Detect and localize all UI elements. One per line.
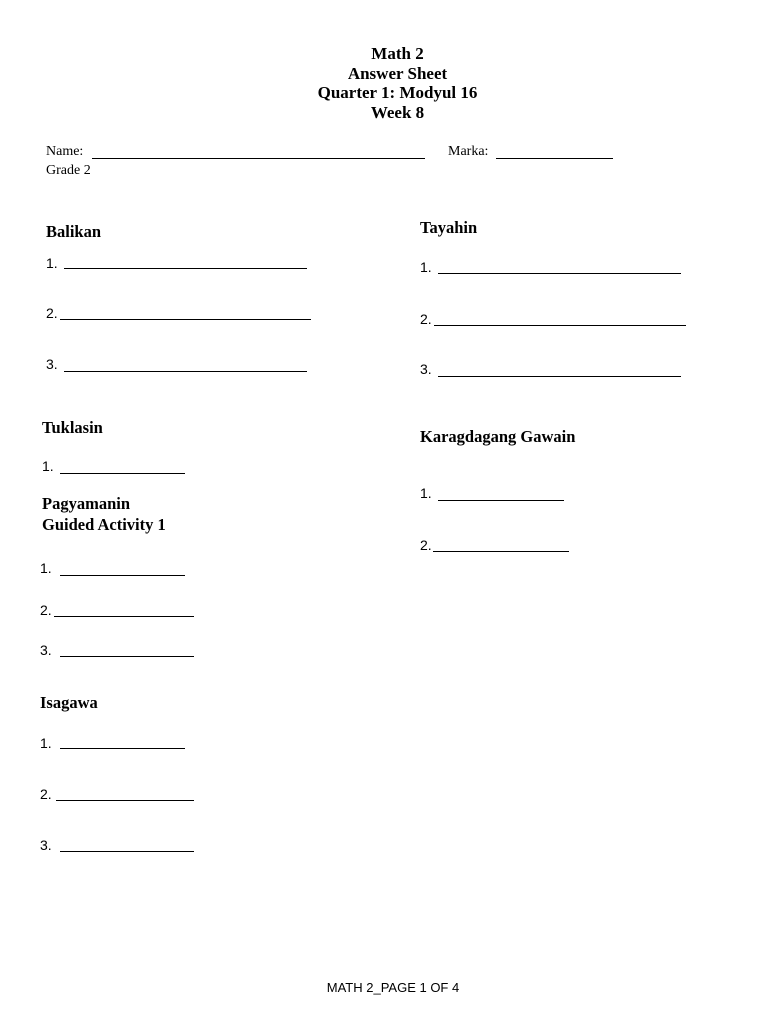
isagawa-answer-line bbox=[60, 851, 194, 852]
tuklasin-item-number: 1. bbox=[42, 458, 54, 474]
balikan-item-number: 1. bbox=[46, 255, 58, 271]
isagawa-item-number: 1. bbox=[40, 735, 52, 751]
balikan-answer-line bbox=[64, 268, 307, 269]
balikan-item-number: 2. bbox=[46, 305, 58, 321]
subject-title: Math 2 bbox=[371, 44, 424, 63]
guided-activity-heading: Guided Activity 1 bbox=[42, 515, 166, 534]
marka-line bbox=[496, 158, 613, 159]
pagyamanin-answer-line bbox=[54, 616, 194, 617]
tayahin-answer-line bbox=[438, 376, 681, 377]
balikan-answer-line bbox=[64, 371, 307, 372]
week-label: Week 8 bbox=[370, 102, 425, 122]
karagdagang-item-number: 2. bbox=[420, 537, 432, 553]
isagawa-heading: Isagawa bbox=[40, 693, 98, 712]
pagyamanin-heading: Pagyamanin bbox=[42, 494, 131, 513]
marka-label: Marka: bbox=[448, 144, 489, 159]
karagdagang-gawain-heading: Karagdagang Gawain bbox=[420, 427, 576, 446]
karagdagang-answer-line bbox=[438, 500, 564, 501]
tayahin-heading: Tayahin bbox=[420, 218, 478, 237]
tayahin-item-number: 3. bbox=[420, 361, 432, 377]
isagawa-answer-line bbox=[60, 748, 185, 749]
karagdagang-answer-line bbox=[433, 551, 569, 552]
tayahin-item-number: 2. bbox=[420, 311, 432, 327]
tayahin-item-number: 1. bbox=[420, 259, 432, 275]
pagyamanin-answer-line bbox=[60, 575, 185, 576]
isagawa-item-number: 2. bbox=[40, 786, 52, 802]
tayahin-answer-line bbox=[434, 325, 686, 326]
quarter-module: Quarter 1: Modyul 16 bbox=[317, 83, 478, 102]
name-line bbox=[92, 158, 425, 159]
tayahin-answer-line bbox=[438, 273, 681, 274]
page-footer: MATH 2_PAGE 1 OF 4 bbox=[326, 980, 460, 995]
pagyamanin-item-number: 1. bbox=[40, 560, 52, 576]
sheet-header bbox=[0, 44, 768, 122]
tuklasin-heading: Tuklasin bbox=[42, 418, 103, 437]
pagyamanin-item-number: 3. bbox=[40, 642, 52, 658]
name-label: Name: bbox=[46, 144, 84, 159]
tuklasin-answer-line bbox=[60, 473, 185, 474]
grade-label: Grade 2 bbox=[46, 163, 91, 178]
balikan-item-number: 3. bbox=[46, 356, 58, 372]
karagdagang-item-number: 1. bbox=[420, 485, 432, 501]
isagawa-item-number: 3. bbox=[40, 837, 52, 853]
pagyamanin-item-number: 2. bbox=[40, 602, 52, 618]
balikan-answer-line bbox=[60, 319, 311, 320]
balikan-heading: Balikan bbox=[46, 222, 102, 241]
isagawa-answer-line bbox=[56, 800, 194, 801]
sheet-title: Answer Sheet bbox=[347, 63, 448, 83]
pagyamanin-answer-line bbox=[60, 656, 194, 657]
